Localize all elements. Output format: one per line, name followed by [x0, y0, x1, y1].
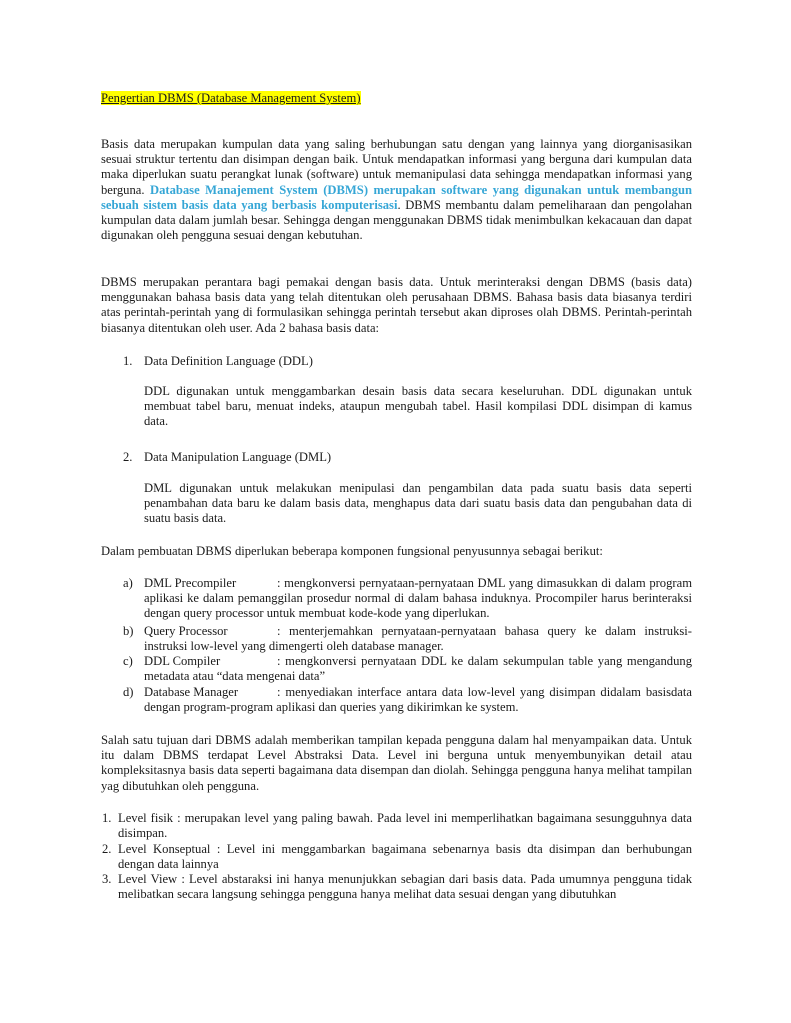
component-term: DML Precompiler [144, 576, 237, 590]
component-label: a) [123, 576, 133, 590]
component-label: b) [123, 624, 134, 638]
level-item-view: Level View : Level abstaraksi ini hanya menunjukkan sebagian dari basis data. Pada umumnya pengguna tidak melibatkan secara langsung sehingga pengguna hanya melihat data sesuai dengan yang dibutuhkan [118, 872, 692, 902]
level-number: 1. [102, 811, 112, 825]
component-item [144, 624, 692, 654]
component-desc: : menyediakan interface antara data low-level yang disimpan didalam basisdata dengan program-program aplikasi dan queries yang dikirimkan ke system. [144, 685, 692, 715]
language-name-ddl: Data Definition Language (DDL) [144, 354, 313, 368]
paragraph-definition [101, 137, 692, 243]
title-highlight: Pengertian DBMS (Database Management System) [101, 91, 361, 105]
component-desc: : mengkonversi pernyataan-pernyataan DML yang dimasukkan di dalam program aplikasi ke dalam pemanggilan prosedur normal di dalam bahasa induknya. Procompiler harus berinteraksi dengan query processor untuk membuat kode-kode yang diperlukan. [144, 576, 692, 621]
definition-highlight: Database Manajement System (DBMS) merupakan software yang digunakan untuk membangun sebuah sistem basis data yang berbasis komputerisasi [101, 182, 692, 212]
component-term: DDL Compiler [144, 654, 221, 668]
level-item-fisik: Level fisik : merupakan level yang paling bawah. Pada level ini memperlihatkan bagaimana sesungguhnya data disimpan. [118, 811, 692, 841]
definition-text-after: . DBMS membantu dalam pemeliharaan dan pengolahan kumpulan data dalam jumlah besar. Sehingga dengan menggunakan DBMS tidak menimbulkan kekacauan dan dapat digunakan oleh pengguna sesuai dengan kebutuhan. [101, 197, 692, 243]
level-item-konseptual: Level Konseptual : Level ini menggambarkan bagaimana sebenarnya basis dta disimpan dan berhubungan dengan data lainnya [118, 842, 692, 872]
component-label: c) [123, 654, 133, 668]
component-label: d) [123, 685, 134, 699]
paragraph-components-intro: Dalam pembuatan DBMS diperlukan beberapa komponen fungsional penyusunnya sebagai berikut: [101, 544, 603, 558]
language-desc-dml: DML digunakan untuk melakukan menipulasi dan pengambilan data pada suatu basis data seperti penambahan data baru ke dalam basis data, menghapus data dari suatu basis data dan pengubahan data di suatu basis data. [144, 481, 692, 526]
language-number: 2. [123, 450, 133, 464]
level-number: 3. [102, 872, 112, 886]
language-name-dml: Data Manipulation Language (DML) [144, 450, 332, 464]
language-number: 1. [123, 354, 133, 368]
language-desc-ddl: DDL digunakan untuk menggambarkan desain basis data secara keseluruhan. DDL digunakan untuk membuat tabel baru, menuat indeks, ataupun mengubah tabel. Hasil kompilasi DDL disimpan di kamus data. [144, 384, 692, 429]
level-number: 2. [102, 842, 112, 856]
definition-text-before: Basis data merupakan kumpulan data yang saling berhubungan satu dengan yang lainnya yang diorganisasikan sesuai struktur tertentu dan disimpan dengan baik. Untuk mendapatkan informasi yang berguna dari kumpulan data maka diperlukan suatu perangkat lunak (software) untuk memanipulasi data sehingga mendapatkan informasi yang berguna. [101, 137, 692, 197]
paragraph-intermediary: DBMS merupakan perantara bagi pemakai dengan basis data. Untuk merinteraksi dengan DBMS (basis data) menggunakan bahasa basis data yang telah ditentukan oleh perusahaan DBMS. Bahasa basis data biasanya terdiri atas perintah-perintah yang di formulasikan sehingga perintah tersebut akan diproses olah DBMS. Perintah-perintah biasanya ditentukan oleh user. Ada 2 bahasa basis data: [101, 275, 692, 335]
component-desc: : mengkonversi pernyataan DDL ke dalam sekumpulan table yang mengandung metadata atau “data mengenai data” [144, 654, 692, 684]
page-title [101, 91, 692, 106]
paragraph-abstraction: Salah satu tujuan dari DBMS adalah memberikan tampilan kepada pengguna dalam hal menyampaikan data. Untuk itu dalam DBMS terdapat Level Abstraksi Data. Level ini berguna untuk menyembunyikan detail atau kompleksitasnya basis data seperti bagaimana data disempan dan diolah. Sehingga pengguna hanya melihat tampilan yag dibutuhkan oleh pengguna. [101, 733, 692, 793]
component-desc: : menterjemahkan pernyataan-pernyataan bahasa query ke dalam instruksi-instruksi low-level yang dimengerti oleh database manager. [144, 624, 692, 654]
component-item [144, 685, 692, 715]
component-term: Query Processor [144, 624, 228, 638]
component-item [144, 654, 692, 684]
component-term: Database Manager [144, 685, 239, 699]
component-item [144, 576, 692, 622]
